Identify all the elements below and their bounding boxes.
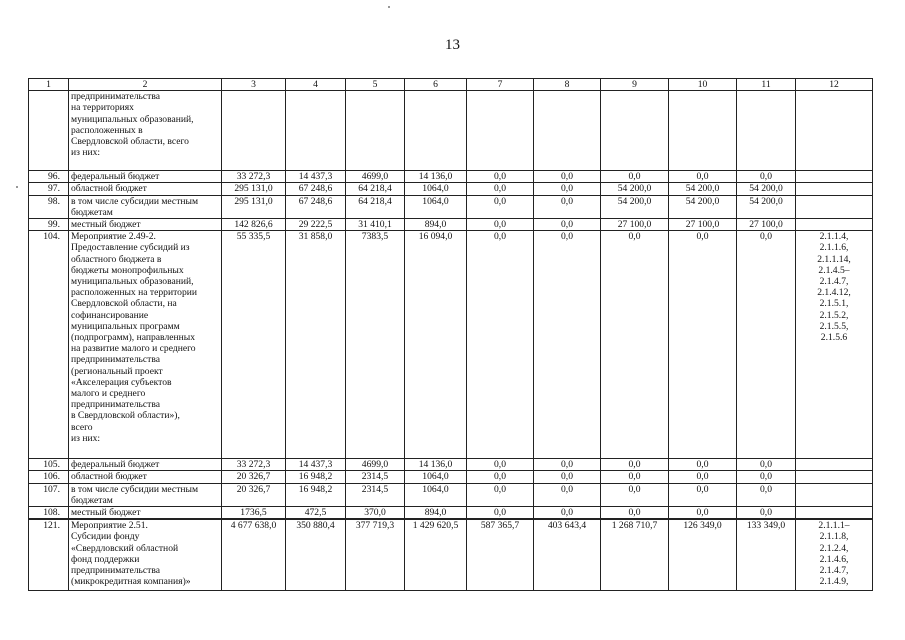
value-cell: 54 200,0 (737, 183, 796, 195)
value-cell: 1064,0 (405, 183, 467, 195)
value-cell: 14 136,0 (405, 171, 467, 183)
value-cell: 0,0 (601, 507, 669, 520)
target-indicator-ref (796, 507, 873, 520)
value-cell: 31 410,1 (346, 219, 405, 231)
value-cell: 0,0 (534, 459, 601, 471)
value-cell: 0,0 (737, 231, 796, 459)
value-cell: 54 200,0 (601, 183, 669, 195)
value-cell (286, 91, 346, 171)
row-description: предпринимательства на территориях муниципальных образований, расположенных в Свердловской области, всего из них: (69, 91, 222, 171)
header-cell: 8 (534, 79, 601, 91)
value-cell: 295 131,0 (222, 195, 286, 218)
value-cell: 0,0 (737, 171, 796, 183)
value-cell: 0,0 (534, 507, 601, 520)
value-cell: 142 826,6 (222, 219, 286, 231)
value-cell: 472,5 (286, 507, 346, 520)
value-cell: 377 719,3 (346, 519, 405, 591)
value-cell: 1064,0 (405, 195, 467, 218)
header-cell: 10 (669, 79, 737, 91)
scan-speck (388, 6, 390, 8)
target-indicator-ref (796, 195, 873, 218)
value-cell: 0,0 (467, 231, 534, 459)
value-cell: 55 335,5 (222, 231, 286, 459)
header-cell: 1 (29, 79, 69, 91)
value-cell (222, 91, 286, 171)
scan-speck (16, 186, 18, 188)
table-row (29, 483, 873, 506)
value-cell (467, 91, 534, 171)
value-cell: 67 248,6 (286, 183, 346, 195)
value-cell (346, 91, 405, 171)
row-number: 98. (29, 195, 69, 218)
header-cell: 3 (222, 79, 286, 91)
value-cell: 0,0 (737, 459, 796, 471)
value-cell: 894,0 (405, 507, 467, 520)
value-cell: 0,0 (467, 483, 534, 506)
value-cell: 64 218,4 (346, 195, 405, 218)
target-indicator-ref: 2.1.1.1– 2.1.1.8, 2.1.2.4, 2.1.4.6, 2.1.4.7, 2.1.4.9, (796, 519, 873, 591)
value-cell: 1064,0 (405, 471, 467, 483)
value-cell: 894,0 (405, 219, 467, 231)
value-cell: 0,0 (467, 507, 534, 520)
value-cell: 20 326,7 (222, 471, 286, 483)
table-row (29, 507, 873, 520)
value-cell: 0,0 (737, 507, 796, 520)
target-indicator-ref (796, 183, 873, 195)
value-cell: 0,0 (467, 459, 534, 471)
value-cell: 16 948,2 (286, 483, 346, 506)
value-cell: 0,0 (669, 459, 737, 471)
value-cell: 14 136,0 (405, 459, 467, 471)
target-indicator-ref (796, 171, 873, 183)
value-cell (737, 91, 796, 171)
header-cell: 12 (796, 79, 873, 91)
value-cell: 0,0 (467, 171, 534, 183)
value-cell (601, 91, 669, 171)
value-cell: 33 272,3 (222, 459, 286, 471)
row-description: местный бюджет (69, 507, 222, 520)
value-cell: 4 677 638,0 (222, 519, 286, 591)
value-cell: 0,0 (467, 471, 534, 483)
value-cell: 4699,0 (346, 171, 405, 183)
value-cell: 126 349,0 (669, 519, 737, 591)
row-description: федеральный бюджет (69, 459, 222, 471)
table-row (29, 459, 873, 471)
table-row (29, 91, 873, 171)
table-row (29, 519, 873, 591)
row-number: 121. (29, 519, 69, 591)
value-cell: 33 272,3 (222, 171, 286, 183)
value-cell: 0,0 (737, 471, 796, 483)
row-description: местный бюджет (69, 219, 222, 231)
table-row (29, 195, 873, 218)
value-cell: 64 218,4 (346, 183, 405, 195)
value-cell: 0,0 (601, 231, 669, 459)
value-cell: 0,0 (534, 471, 601, 483)
row-number: 108. (29, 507, 69, 520)
value-cell: 0,0 (534, 219, 601, 231)
row-description: областной бюджет (69, 471, 222, 483)
row-number: 97. (29, 183, 69, 195)
value-cell: 370,0 (346, 507, 405, 520)
target-indicator-ref (796, 471, 873, 483)
value-cell: 0,0 (669, 483, 737, 506)
row-number: 105. (29, 459, 69, 471)
row-description: федеральный бюджет (69, 171, 222, 183)
value-cell: 7383,5 (346, 231, 405, 459)
row-number: 96. (29, 171, 69, 183)
value-cell: 1736,5 (222, 507, 286, 520)
row-description: Мероприятие 2.49-2. Предоставление субсидий из областного бюджета в бюджеты монопрофильных муниципальных образований, расположенных на территории Свердловской области, на софинансирование муниципальных программ (подпрограмм), направленных на развитие малого и среднего предпринимательства (региональный проект «Акселерация субъектов малого и среднего предпринимательства в Свердловской области»), всего из них: (69, 231, 222, 459)
value-cell (405, 91, 467, 171)
value-cell: 29 222,5 (286, 219, 346, 231)
row-description: областной бюджет (69, 183, 222, 195)
value-cell: 27 100,0 (737, 219, 796, 231)
value-cell: 54 200,0 (601, 195, 669, 218)
value-cell: 295 131,0 (222, 183, 286, 195)
value-cell: 54 200,0 (669, 183, 737, 195)
header-row (29, 79, 873, 91)
value-cell: 54 200,0 (669, 195, 737, 218)
value-cell: 14 437,3 (286, 171, 346, 183)
value-cell: 67 248,6 (286, 195, 346, 218)
value-cell: 2314,5 (346, 471, 405, 483)
value-cell: 27 100,0 (601, 219, 669, 231)
value-cell: 0,0 (601, 459, 669, 471)
value-cell: 350 880,4 (286, 519, 346, 591)
value-cell: 0,0 (534, 483, 601, 506)
value-cell: 587 365,7 (467, 519, 534, 591)
target-indicator-ref (796, 459, 873, 471)
value-cell: 2314,5 (346, 483, 405, 506)
value-cell: 0,0 (669, 507, 737, 520)
row-number: 106. (29, 471, 69, 483)
value-cell: 0,0 (467, 195, 534, 218)
row-description: в том числе субсидии местным бюджетам (69, 195, 222, 218)
value-cell: 27 100,0 (669, 219, 737, 231)
value-cell: 0,0 (737, 483, 796, 506)
value-cell (669, 91, 737, 171)
row-number: 104. (29, 231, 69, 459)
row-number: 107. (29, 483, 69, 506)
row-description: Мероприятие 2.51. Субсидии фонду «Свердловский областной фонд поддержки предпринимательства (микрокредитная компания)» (69, 519, 222, 591)
value-cell: 16 948,2 (286, 471, 346, 483)
row-number: 99. (29, 219, 69, 231)
header-cell: 5 (346, 79, 405, 91)
header-cell: 9 (601, 79, 669, 91)
value-cell: 133 349,0 (737, 519, 796, 591)
value-cell: 0,0 (534, 195, 601, 218)
value-cell: 0,0 (467, 183, 534, 195)
target-indicator-ref (796, 483, 873, 506)
table-row (29, 471, 873, 483)
value-cell (534, 91, 601, 171)
header-cell: 4 (286, 79, 346, 91)
value-cell: 31 858,0 (286, 231, 346, 459)
value-cell: 403 643,4 (534, 519, 601, 591)
header-cell: 6 (405, 79, 467, 91)
value-cell: 1064,0 (405, 483, 467, 506)
row-description: в том числе субсидии местным бюджетам (69, 483, 222, 506)
table-row (29, 219, 873, 231)
value-cell: 0,0 (534, 231, 601, 459)
value-cell: 1 429 620,5 (405, 519, 467, 591)
value-cell: 16 094,0 (405, 231, 467, 459)
row-number (29, 91, 69, 171)
value-cell: 0,0 (601, 171, 669, 183)
value-cell: 0,0 (669, 171, 737, 183)
table-row (29, 183, 873, 195)
table-row (29, 171, 873, 183)
value-cell: 1 268 710,7 (601, 519, 669, 591)
header-cell: 7 (467, 79, 534, 91)
budget-table (28, 78, 873, 591)
value-cell: 0,0 (467, 219, 534, 231)
table-row (29, 231, 873, 459)
value-cell: 14 437,3 (286, 459, 346, 471)
value-cell: 20 326,7 (222, 483, 286, 506)
value-cell: 0,0 (534, 171, 601, 183)
target-indicator-ref: 2.1.1.4, 2.1.1.6, 2.1.1.14, 2.1.4.5– 2.1.4.7, 2.1.4.12, 2.1.5.1, 2.1.5.2, 2.1.5.5, 2.1.5.6 (796, 231, 873, 459)
value-cell: 0,0 (534, 183, 601, 195)
value-cell: 0,0 (669, 471, 737, 483)
value-cell: 0,0 (601, 471, 669, 483)
page-number: 13 (445, 37, 460, 53)
header-cell: 11 (737, 79, 796, 91)
header-cell: 2 (69, 79, 222, 91)
target-indicator-ref (796, 91, 873, 171)
value-cell: 4699,0 (346, 459, 405, 471)
value-cell: 54 200,0 (737, 195, 796, 218)
value-cell: 0,0 (669, 231, 737, 459)
target-indicator-ref (796, 219, 873, 231)
value-cell: 0,0 (601, 483, 669, 506)
